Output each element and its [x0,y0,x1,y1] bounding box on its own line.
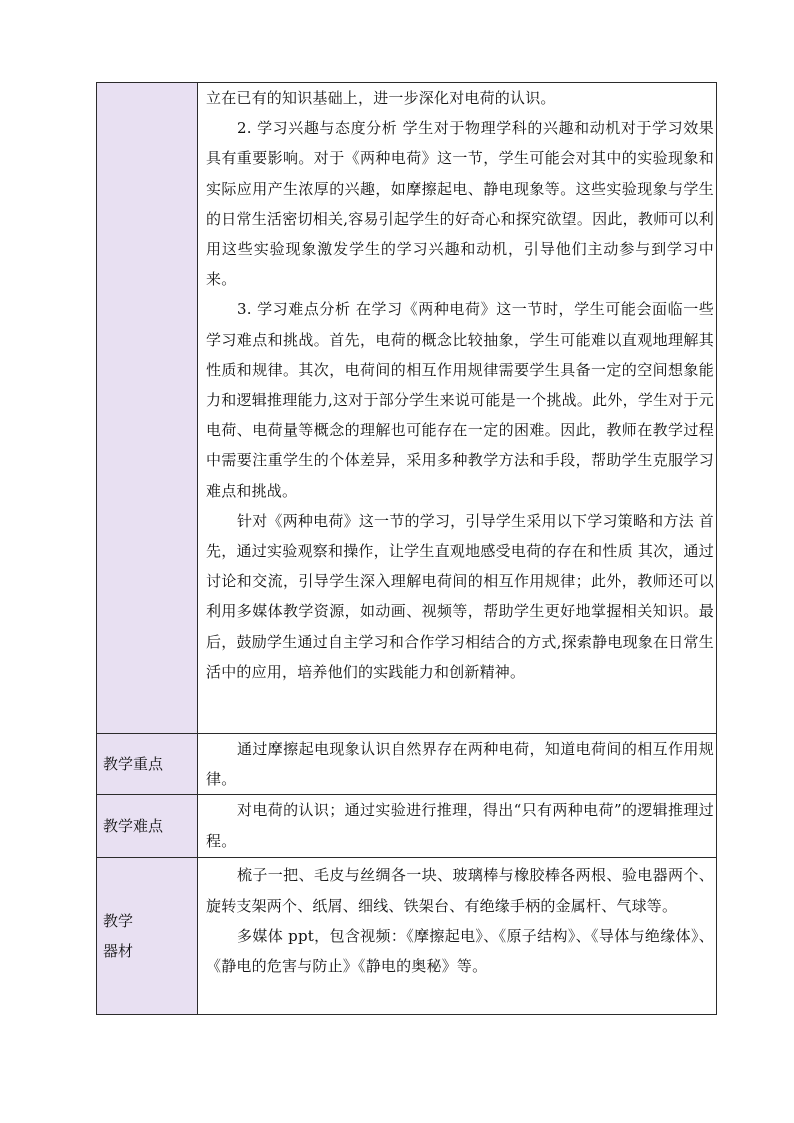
difficulties-text: 对电荷的认识；通过实验进行推理，得出“只有两种电荷”的逻辑推理过程。 [206,801,714,850]
difficulties-label: 教学难点 [97,795,198,858]
key-points-label: 教学重点 [97,734,198,795]
lesson-plan-table [96,82,717,1015]
continuation-label-cell [97,83,198,734]
equipment-list-text: 梳子一把、毛皮与丝绸各一块、玻璃棒与橡胶棒各两根、验电器两个、旋转支架两个、纸屑、细线、铁架台、有绝缘手柄的金属杆、气球等。 [206,866,714,915]
learning-strategy-paragraph: 针对《两种电荷》这一节的学习，引导学生采用以下学习策略和方法 首先，通过实验观察和操作，让学生直观地感受电荷的存在和性质 其次，通过讨论和交流，引导学生深入理解电荷间的相互作用规律；此外，教师还可以利用多媒体教学资源，如动画、视频等，帮助学生更好地掌握相关知识。最后，鼓励学生通过自主学习和合作学习相结合的方式,探索静电现象在日常生活中的应用，培养他们的实践能力和创新精神。 [206,511,714,681]
equipment-content-cell [198,858,717,1015]
difficulties-row [97,795,717,858]
analysis-continuation-row [97,83,717,734]
key-points-row [97,734,717,795]
interest-analysis-paragraph: 2. 学习兴趣与态度分析 学生对于物理学科的兴趣和动机对于学习效果具有重要影响。对于《两种电荷》这一节，学生可能会对其中的实验现象和实际应用产生浓厚的兴趣，如摩擦起电、静电现象等。这些实验现象与学生的日常生活密切相关,容易引起学生的好奇心和探究欲望。因此，教师可以利用这些实验现象激发学生的学习兴趣和动机，引导他们主动参与到学习中来。 [206,119,714,289]
difficulty-analysis-paragraph: 3. 学习难点分析 在学习《两种电荷》这一节时，学生可能会面临一些学习难点和挑战。首先，电荷的概念比较抽象，学生可能难以直观地理解其性质和规律。其次，电荷间的相互作用规律需要学生具备一定的空间想象能力和逻辑推理能力,这对于部分学生来说可能是一个挑战。此外，学生对于元电荷、电荷量等概念的理解也可能存在一定的困难。因此，教师在教学过程中需要注重学生的个体差异，采用多种教学方法和手段，帮助学生克服学习难点和挑战。 [206,300,714,500]
equipment-row [97,858,717,1015]
key-points-text: 通过摩擦起电现象认识自然界存在两种电荷，知道电荷间的相互作用规律。 [206,740,714,789]
analysis-content-cell [198,83,717,734]
equipment-label-line2: 器材 [103,942,134,961]
key-points-content-cell [198,734,717,795]
equipment-label [97,858,198,1015]
equipment-label-line1: 教学 [103,912,134,931]
difficulties-content-cell [198,795,717,858]
multimedia-resources-text: 多媒体 ppt，包含视频：《摩擦起电》、《原子结构》、《导体与绝缘体》、《静电的危害与防止》《静电的奥秘》等。 [206,926,714,976]
continuation-paragraph: 立在已有的知识基础上，进一步深化对电荷的认识。 [206,89,556,107]
